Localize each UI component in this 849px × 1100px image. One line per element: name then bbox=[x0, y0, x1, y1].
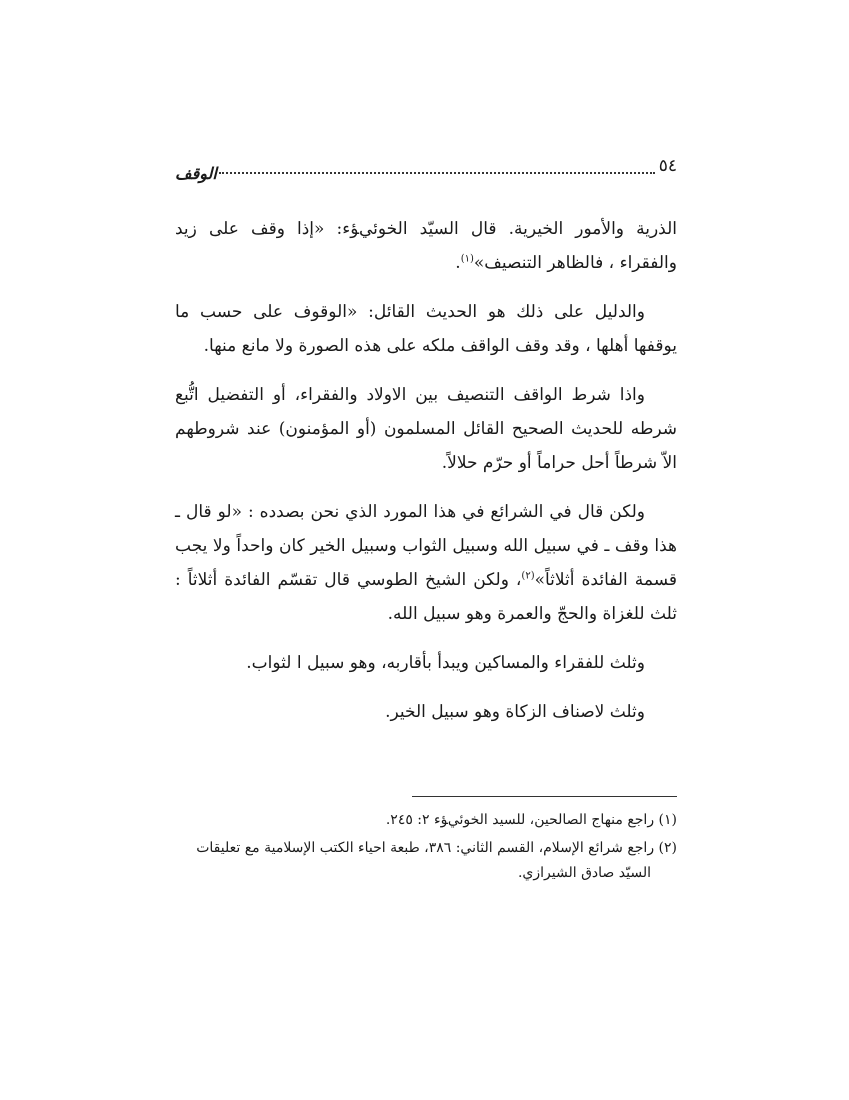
running-section-title: الوقف bbox=[175, 164, 217, 183]
footnote-separator bbox=[412, 796, 677, 797]
footnote-2 bbox=[175, 836, 677, 886]
page-header bbox=[175, 150, 677, 184]
paragraph-1-end: . bbox=[455, 253, 461, 273]
paragraph-4-rest: ، ولكن الشيخ الطوسي قال تقسّم الفائدة أثلاثاً : ثلث للغزاة والحجّ والعمرة وهو سبيل الله. bbox=[175, 570, 677, 624]
paragraph-6: وثلث لاصناف الزكاة وهو سبيل الخير. bbox=[385, 702, 645, 722]
footnotes bbox=[175, 808, 677, 889]
page-number: ٥٤ bbox=[658, 156, 677, 176]
paragraph-1-text: الذرية والأمور الخيرية. قال السيّد الخوئيﺆﺀ: «إذا وقف على زيد والفقراء ، فالظاهر التنصيف» bbox=[175, 219, 677, 273]
paragraph-4 bbox=[175, 495, 677, 631]
footnote-2-text: (٢) راجع شرائع الإسلام، القسم الثاني: ٣٨٦، طبعة احياء الكتب الإسلامية مع تعليقات bbox=[196, 840, 677, 856]
header-dotted-rule bbox=[219, 172, 655, 174]
paragraph-3: واذا شرط الواقف التنصيف بين الاولاد والفقراء، أو التفضيل اتُّبع شرطه للحديث الصحيح القائل المسلمون (أو المؤمنون) عند شروطهم الاّ شرطاً أحل حراماً أو حرّم حلالاً. bbox=[175, 385, 677, 473]
footnote-1: (١) راجع منهاج الصالحين، للسيد الخوئيﺆﺀ ٢: ٢٤٥. bbox=[385, 812, 677, 828]
paragraph-1 bbox=[175, 212, 677, 280]
paragraph-5: وثلث للفقراء والمساكين ويبدأ بأقاربه، وهو سبيل ا لثواب. bbox=[246, 653, 645, 673]
paragraph-2: والدليل على ذلك هو الحديث القائل: «الوقوف على حسب ما يوقفها أهلها ، وقد وقف الواقف ملكه على هذه الصورة ولا مانع منها. bbox=[175, 302, 677, 356]
footnote-ref-1: (١) bbox=[460, 253, 474, 265]
footnote-ref-2: (٢) bbox=[521, 570, 535, 582]
paragraph-4-text: ولكن قال في الشرائع في هذا المورد الذي نحن بصدده : «لو قال ـ هذا وقف ـ في سبيل الله وسبيل الثواب وسبيل الخير كان واحداً ولا يجب قسمة الفائدة أثلاثاً» bbox=[175, 502, 677, 590]
body-text bbox=[175, 212, 677, 729]
footnote-2-continuation: السيّد صادق الشيرازي. bbox=[517, 865, 651, 881]
